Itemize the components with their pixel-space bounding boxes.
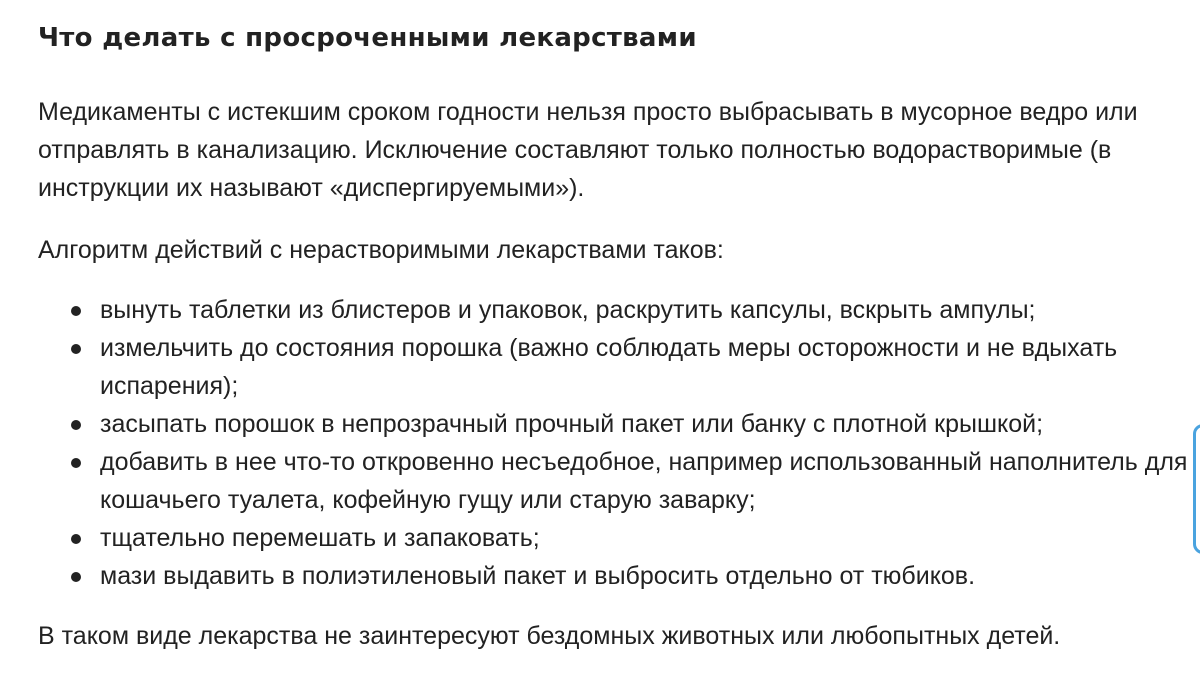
list-item-text: добавить в нее что-то откровенно несъедобное, например использованный наполнитель для xyxy=(100,448,1188,476)
paragraph-intro-line: Медикаменты с истекшим сроком годности нельзя просто выбрасывать в мусорное ведро или xyxy=(38,98,1138,126)
list-item xyxy=(38,405,1200,443)
bullet-icon xyxy=(71,572,81,582)
paragraph-intro-line: отправлять в канализацию. Исключение составляют только полностью водорастворимые (в xyxy=(38,136,1112,164)
list-item-text: мази выдавить в полиэтиленовый пакет и выбросить отдельно от тюбиков. xyxy=(100,562,976,590)
list-item-text: измельчить до состояния порошка (важно соблюдать меры осторожности и не вдыхать xyxy=(100,334,1118,362)
list-item-text: вынуть таблетки из блистеров и упаковок, раскрутить капсулы, вскрыть ампулы; xyxy=(100,296,1036,324)
article-heading: Что делать с просроченными лекарствами xyxy=(38,23,697,53)
paragraph-conclusion: В таком виде лекарства не заинтересуют бездомных животных или любопытных детей. xyxy=(38,622,1061,650)
bullet-icon xyxy=(71,306,81,316)
list-item xyxy=(38,291,1200,329)
paragraph-algorithm: Алгоритм действий с нерастворимыми лекарствами таков: xyxy=(38,236,724,264)
bullet-icon xyxy=(71,534,81,544)
list-item-text: засыпать порошок в непрозрачный прочный пакет или банку с плотной крышкой; xyxy=(100,410,1044,438)
paragraph-intro xyxy=(38,93,1200,207)
list-item-text: испарения); xyxy=(100,372,239,400)
bullet-icon xyxy=(71,344,81,354)
list-item-text: тщательно перемешать и запаковать; xyxy=(100,524,540,552)
steps-list xyxy=(38,291,1200,595)
list-item-text: кошачьего туалета, кофейную гущу или старую заварку; xyxy=(100,486,756,514)
list-item xyxy=(38,443,1200,519)
list-item xyxy=(38,557,1200,595)
side-widget-tab[interactable] xyxy=(1193,424,1200,554)
bullet-icon xyxy=(71,420,81,430)
bullet-icon xyxy=(71,458,81,468)
article xyxy=(38,14,1200,655)
list-item xyxy=(38,519,1200,557)
list-item xyxy=(38,329,1200,405)
paragraph-intro-line: инструкции их называют «диспергируемыми»). xyxy=(38,174,585,202)
